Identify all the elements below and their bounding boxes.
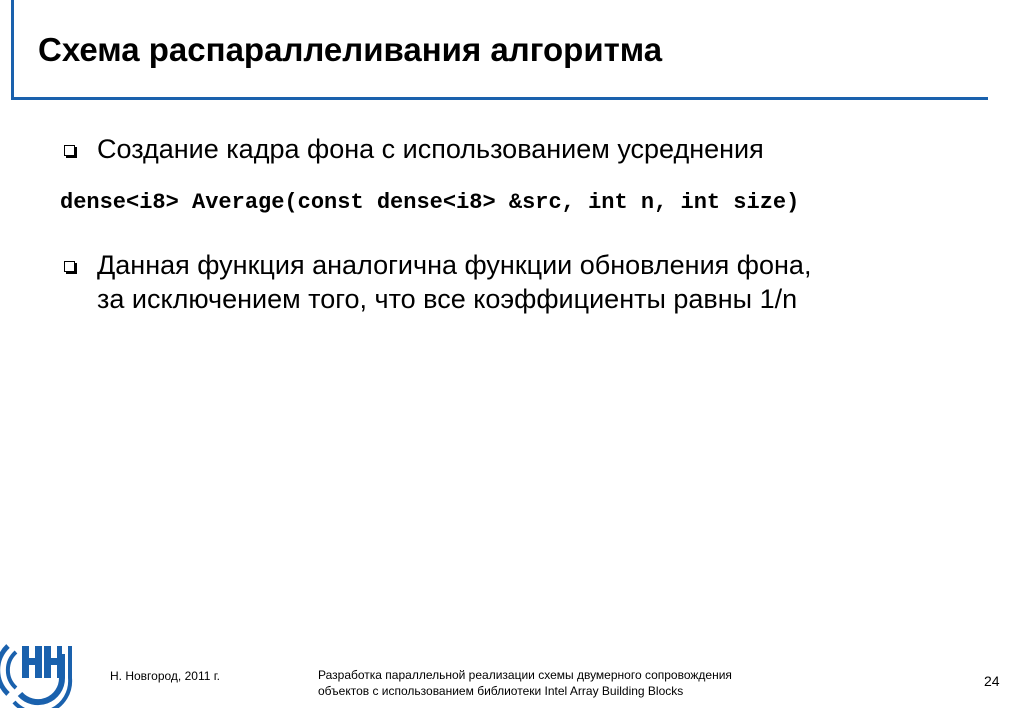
footer-description (318, 667, 732, 699)
footer-description-line: Разработка параллельной реализации схемы двумерного сопровождения (318, 668, 732, 682)
checkbox-bullet-icon (64, 145, 75, 156)
code-signature: dense<i8> Average(const dense<i8> &src, int n, int size) (60, 190, 800, 215)
bullet-text-line: Данная функция аналогична функции обновления фона, (97, 250, 812, 280)
bullet-text-line: за исключением того, что все коэффициенты равны 1/n (97, 284, 798, 314)
footer-location: Н. Новгород, 2011 г. (110, 669, 220, 683)
footer-description-line: объектов с использованием библиотеки Intel Array Building Blocks (318, 684, 684, 698)
bullet-text: Создание кадра фона с использованием усреднения (97, 134, 764, 164)
bullet-text (97, 248, 811, 316)
unn-logo (0, 632, 76, 708)
slide-title: Схема распараллеливания алгоритма (38, 31, 663, 68)
page-number: 24 (984, 673, 1000, 689)
checkbox-bullet-icon (64, 261, 75, 272)
title-accent-bar-vertical (11, 0, 14, 99)
title-underline (11, 97, 988, 100)
